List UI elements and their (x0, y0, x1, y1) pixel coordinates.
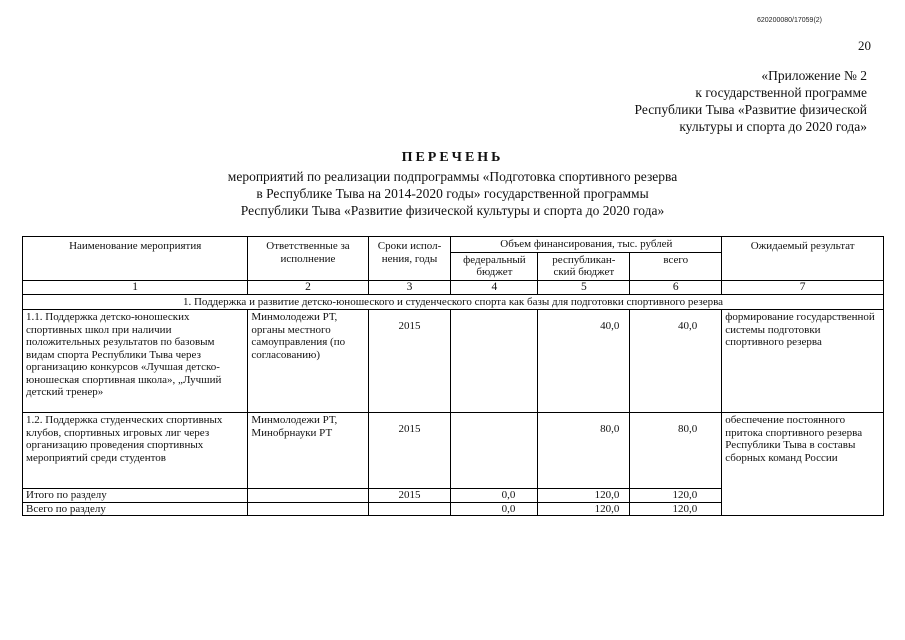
header-name: Наименование мероприятия (23, 237, 248, 281)
table-row (23, 413, 884, 489)
subtotal-terms: 2015 (368, 489, 451, 503)
row-terms: 2015 (368, 413, 451, 489)
grand-total-total: 120,0 (630, 502, 722, 516)
header-terms: Сроки испол-нения, годы (368, 237, 451, 281)
row-responsible: Минмолодежи РТ, органы местного самоуправления (по согласованию) (248, 310, 368, 413)
grand-total-republican: 120,0 (538, 502, 630, 516)
section-row (23, 294, 884, 310)
row-name: 1.1. Поддержка детско-юношеских спортивных школ при наличии положительных результатов по базовым видам спорта Республики Тыва через организацию конкурсов «Лучшая детско-юношеская спортивная школа», „Лучший детский тренер» (23, 310, 248, 413)
page-number: 20 (858, 38, 871, 53)
row-terms: 2015 (368, 310, 451, 413)
column-number-row (23, 280, 884, 294)
table-row (23, 310, 884, 413)
column-number: 1 (23, 280, 248, 294)
row-federal (451, 310, 538, 413)
row-federal (451, 413, 538, 489)
column-number: 7 (722, 280, 884, 294)
appendix-line: Республики Тыва «Развитие физической (634, 102, 867, 117)
row-name: 1.2. Поддержка студенческих спортивных клубов, спортивных игровых лиг через организацию проведения спортивных мероприятий среди студентов (23, 413, 248, 489)
header-result: Ожидаемый результат (722, 237, 884, 281)
document-title: ПЕРЕЧЕНЬ (401, 150, 504, 165)
header-row (23, 237, 884, 253)
subtitle-line: мероприятий по реализации подпрограммы «Подготовка спортивного резерва (227, 169, 678, 184)
subtitle-line: в Республике Тыва на 2014-2020 годы» государственной программы (256, 186, 649, 201)
appendix-header (547, 67, 867, 135)
subtotal-federal: 0,0 (451, 489, 538, 503)
section-title: 1. Поддержка и развитие детско-юношеского и студенческого спорта как базы для подготовки спортивного резерва (23, 294, 884, 310)
header-financing: Объем финансирования, тыс. рублей (451, 237, 722, 253)
column-number: 2 (248, 280, 368, 294)
column-number: 5 (538, 280, 630, 294)
activities-table (22, 236, 884, 516)
row-result: обеспечение постоянного притока спортивного резерва Республики Тыва в составы сборных команд России (722, 413, 884, 516)
row-result: формирование государственной системы подготовки спортивного резерва (722, 310, 884, 413)
appendix-line: культуры и спорта до 2020 года» (679, 119, 867, 134)
header-republican: республикан-ский бюджет (538, 252, 630, 280)
header-responsible: Ответственные за исполнение (248, 237, 368, 281)
grand-total-federal: 0,0 (451, 502, 538, 516)
appendix-line: к государственной программе (695, 85, 867, 100)
row-republican: 40,0 (538, 310, 630, 413)
subtotal-republican: 120,0 (538, 489, 630, 503)
row-total: 80,0 (630, 413, 722, 489)
appendix-line: «Приложение № 2 (761, 68, 867, 83)
row-total: 40,0 (630, 310, 722, 413)
grand-total-responsible (248, 502, 368, 516)
row-responsible: Минмолодежи РТ, Минобрнауки РТ (248, 413, 368, 489)
subtotal-label: Итого по разделу (23, 489, 248, 503)
grand-total-terms (368, 502, 451, 516)
document-subtitle (100, 168, 805, 219)
header-federal: федеральный бюджет (451, 252, 538, 280)
column-number: 4 (451, 280, 538, 294)
subtotal-total: 120,0 (630, 489, 722, 503)
header-total: всего (630, 252, 722, 280)
row-republican: 80,0 (538, 413, 630, 489)
grand-total-label: Всего по разделу (23, 502, 248, 516)
column-number: 3 (368, 280, 451, 294)
document-id: 620200080/17059(2) (757, 17, 823, 24)
subtotal-responsible (248, 489, 368, 503)
subtitle-line: Республики Тыва «Развитие физической культуры и спорта до 2020 года» (240, 203, 665, 218)
column-number: 6 (630, 280, 722, 294)
